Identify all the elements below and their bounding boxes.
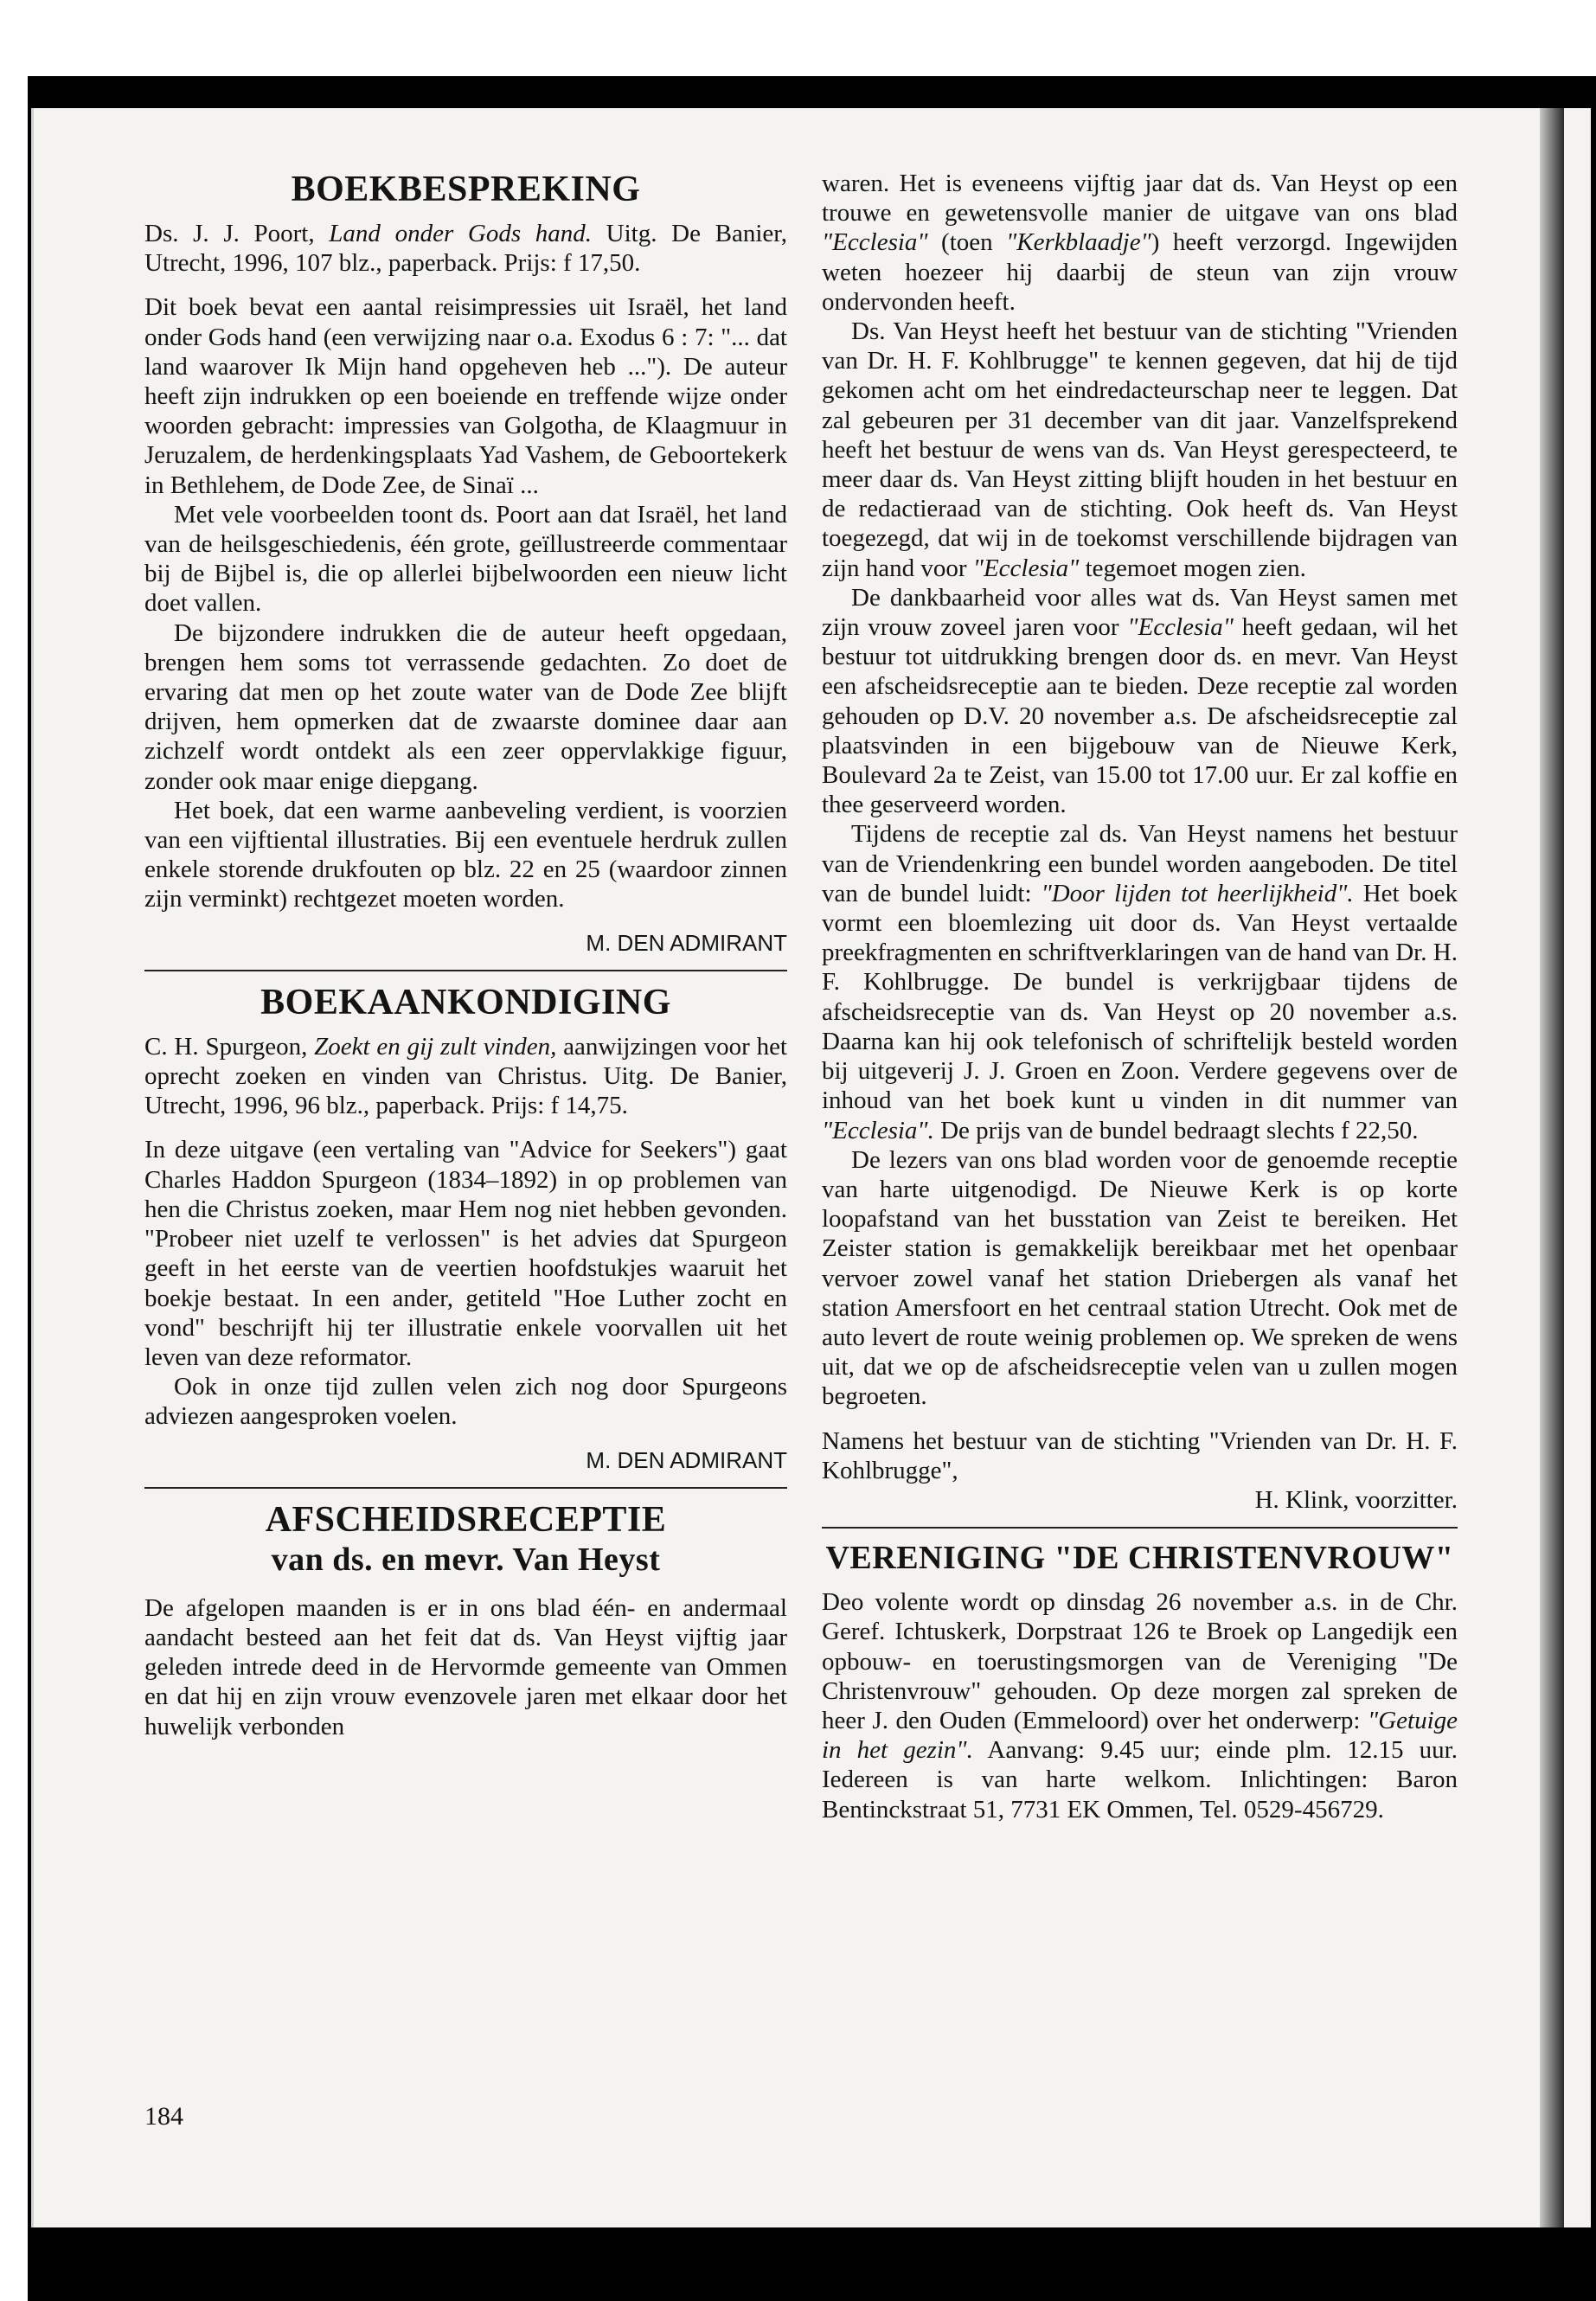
right-column (822, 169, 1458, 1824)
review-paragraph: Dit boek bevat een aantal reisimpressies uit Israël, het land onder Gods hand (een verwijzing naar o.a. Exodus 6 : 7: "... dat land waarover Ik Mijn hand opgeheven heb ..."). De auteur heeft zijn indrukken op een boeiende en treffende wijze onder woorden gebracht: impressies van Golgotha, de Klaagmuur in Jeruzalem, de herdenkingsplaats Yad Vashem, de Geboortekerk in Bethlehem, de Dode Zee, de Sinaï ... (144, 293, 787, 499)
section-divider (822, 1527, 1458, 1529)
review-paragraph: Met vele voorbeelden toont ds. Poort aan dat Israël, het land van de heilsgeschiedenis, één grote, geïllustreerde commentaar bij de Bijbel is, die op allerlei bijbelwoorden een nieuw licht doet vallen. (144, 500, 787, 618)
review-paragraph: Het boek, dat een warme aanbeveling verdient, is voorzien van een vijftiental illustraties. Bij een eventuele herdruk zullen enkele storende drukfouten op blz. 22 en 25 (waardoor zinnen zijn verminkt) rechtgezet moeten worden. (144, 796, 787, 913)
review-paragraph: De bijzondere indrukken die de auteur heeft opgedaan, brengen hem soms tot verrassende gedachten. Zo doet de ervaring dat men op het zoute water van de Dode Zee blijft drijven, hem opmerken dat de zwaarste dominee daar aan zichzelf wordt ontdekt als een zeer oppervlakkige figuur, zonder ook maar enige diepgang. (144, 619, 787, 795)
farewell-continued-paragraph: De dankbaarheid voor alles wat ds. Van Heyst samen met zijn vrouw zoveel jaren voor "Ecclesia" heeft gedaan, wil het bestuur tot uitdrukking brengen door ds. en mevr. Van Heyst een afscheidsreceptie aan te bieden. Deze receptie zal worden gehouden op D.V. 20 november a.s. De afscheidsreceptie zal plaatsvinden in een bijgebouw van de Nieuwe Kerk, Boulevard 2a te Zeist, van 15.00 tot 17.00 uur. Er zal koffie en thee geserveerd worden. (822, 583, 1458, 819)
section-divider (144, 1487, 787, 1489)
closing-paragraph: Namens het bestuur van de stichting "Vrienden van Dr. H. F. Kohlbrugge", (822, 1426, 1458, 1484)
review-signature: M. DEN ADMIRANT (586, 929, 787, 956)
left-column (144, 169, 787, 1741)
review-heading: BOEKBESPREKING (291, 170, 641, 209)
review-citation: Ds. J. J. Poort, Land onder Gods hand. Uitg. De Banier, Utrecht, 1996, 107 blz., paperback. Prijs: f 17,50. (144, 220, 787, 278)
closing-signature: H. Klink, voorzitter. (1254, 1485, 1458, 1514)
farewell-paragraph: De afgelopen maanden is er in ons blad één- en andermaal aandacht besteed aan het feit dat ds. Van Heyst vijftig jaar geleden intrede deed in de Hervormde gemeente van Ommen en dat hij en zijn vrouw evenzovele jaren met elkaar door het huwelijk verbonden (144, 1593, 787, 1740)
announce-citation: C. H. Spurgeon, Zoekt en gij zult vinden, aanwijzingen voor het oprecht zoeken en vinden van Christus. Uitg. De Banier, Utrecht, 1996, 96 blz., paperback. Prijs: f 14,75. (144, 1032, 787, 1120)
announce-heading: BOEKAANKONDIGING (260, 982, 671, 1022)
vereniging-heading: VERENIGING "DE CHRISTENVROUW" (825, 1540, 1454, 1577)
page-number: 184 (144, 2102, 183, 2131)
farewell-subheading: van ds. en mevr. Van Heyst (271, 1541, 661, 1578)
announce-paragraph: In deze uitgave (een vertaling van "Advice for Seekers") gaat Charles Haddon Spurgeon (1834–1892) in op problemen van hen die Christus zoeken, maar Hem nog niet hebben gevonden. "Probeer niet uzelf te verlossen" is het advies dat Spurgeon geeft in het eerste van de veertien hoofdstukjes waaruit het boekje bestaat. In een ander, getiteld "Hoe Luther zocht en vond" beschrijft hij ter illustratie enkele voorvallen uit het leven van deze reformator. (144, 1136, 787, 1371)
announce-signature: M. DEN ADMIRANT (586, 1446, 787, 1473)
section-divider (144, 970, 787, 971)
farewell-continued-paragraph: Tijdens de receptie zal ds. Van Heyst namens het bestuur van de Vriendenkring een bundel worden aangeboden. De titel van de bundel luidt: "Door lijden tot heerlijkheid". Het boek vormt een bloemlezing uit door ds. Van Heyst vertaalde preekfragmenten en schriftverklaringen van de hand van Dr. H. F. Kohlbrugge. De bundel is verkrijgbaar tijdens de afscheidsreceptie van ds. Van Heyst op 20 november a.s. Daarna kan hij ook telefonisch of schriftelijk besteld worden bij uitgeverij J. J. Groen en Zoon. Verdere gegevens over de inhoud van het boek kunt u vinden in dit nummer van "Ecclesia". De prijs van de bundel bedraagt slechts f 22,50. (822, 820, 1458, 1144)
vereniging-paragraph: Deo volente wordt op dinsdag 26 november a.s. in de Chr. Geref. Ichtuskerk, Dorpstraat 126 te Broek op Langedijk een opbouw- en toerustingsmorgen van de Vereniging "De Christenvrouw" gehouden. Op deze morgen zal spreken de heer J. den Ouden (Emmeloord) over het onderwerp: "Getuige in het gezin". Aanvang: 9.45 uur; einde plm. 12.15 uur. Iedereen is van harte welkom. Inlichtingen: Baron Bentinckstraat 51, 7731 EK Ommen, Tel. 0529-456729. (822, 1588, 1458, 1823)
announce-paragraph: Ook in onze tijd zullen velen zich nog door Spurgeons adviezen aangesproken voelen. (144, 1373, 787, 1431)
farewell-continued-paragraph: waren. Het is eveneens vijftig jaar dat ds. Van Heyst op een trouwe en gewetensvolle manier de uitgave van ons blad "Ecclesia" (toen "Kerkblaadje") heeft verzorgd. Ingewijden weten hoezeer hij daarbij de steun van zijn vrouw ondervonden heeft. (822, 170, 1458, 316)
farewell-continued-paragraph: De lezers van ons blad worden voor de genoemde receptie van harte uitgenodigd. De Nieuwe Kerk is op korte loopafstand van het busstation van Zeist te bereiken. Het Zeister station is gemakkelijk bereikbaar met het openbaar vervoer zowel vanaf het station Driebergen als vanaf het station Amersfoort en het centraal station Utrecht. Ook met de auto levert de route weinig problemen op. We spreken de wens uit, dat we op de afscheidsreceptie velen van u zullen mogen begroeten. (822, 1145, 1458, 1411)
page-edge-shadow (1540, 108, 1564, 2227)
farewell-heading: AFSCHEIDSRECEPTIE (265, 1499, 667, 1540)
farewell-continued-paragraph: Ds. Van Heyst heeft het bestuur van de stichting "Vrienden van Dr. H. F. Kohlbrugge" te kennen gegeven, dat hij de tijd gekomen acht om het eindredacteurschap neer te leggen. Dat zal gebeuren per 31 december van dit jaar. Vanzelfsprekend heeft het bestuur de wens van ds. Van Heyst gerespecteerd, te meer daar ds. Van Heyst zitting blijft houden in het bestuur en de redactieraad van de stichting. Ook heeft ds. Van Heyst toegezegd, dat wij in de toekomst verschillende bijdragen van zijn hand voor "Ecclesia" tegemoet mogen zien. (822, 317, 1458, 582)
